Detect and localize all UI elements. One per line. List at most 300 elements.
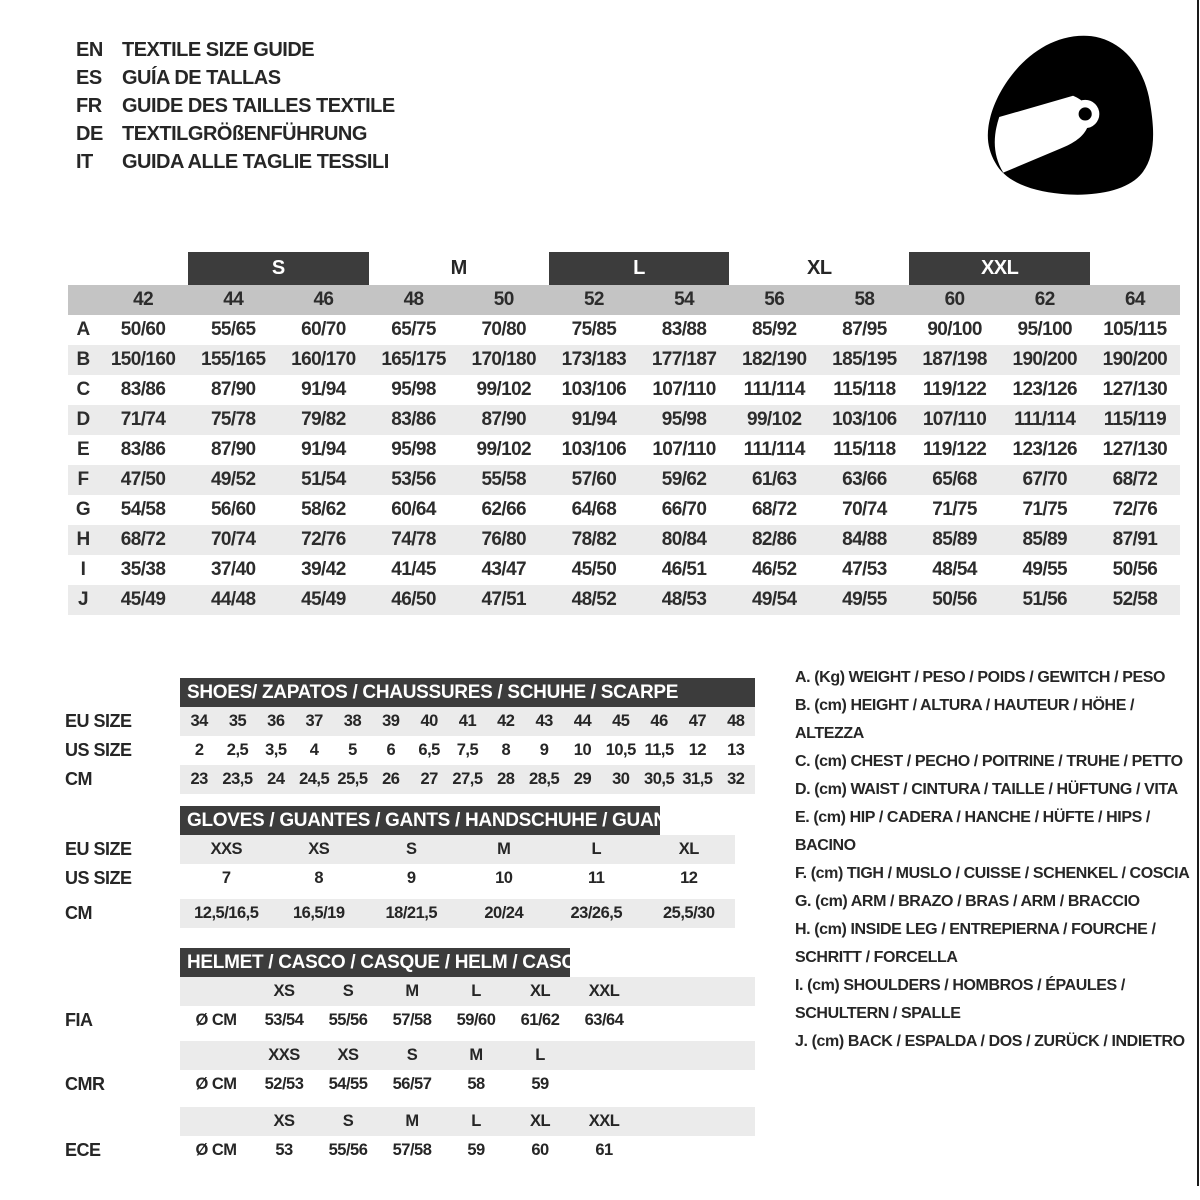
size-value: 43/47 bbox=[481, 559, 527, 580]
size-cell: 26 bbox=[382, 770, 400, 788]
row-values bbox=[180, 977, 755, 1006]
measurement-rows bbox=[68, 315, 1180, 615]
row-values bbox=[180, 736, 755, 765]
size-cell: 27 bbox=[420, 770, 438, 788]
gloves-rows bbox=[65, 835, 735, 928]
numeric-size-header-row bbox=[68, 285, 1180, 315]
row-label: B bbox=[76, 349, 90, 370]
size-cell: 6 bbox=[386, 741, 396, 759]
size-value: 71/74 bbox=[120, 409, 166, 430]
guide-title: TEXTILGRÖßENFÜHRUNG bbox=[122, 122, 367, 145]
gloves-section bbox=[65, 806, 735, 928]
size-value: 115/118 bbox=[833, 379, 896, 400]
size-group-xxl: XXL bbox=[909, 252, 1089, 285]
helmet-value-row bbox=[65, 1006, 755, 1035]
size-value: 52/58 bbox=[1112, 589, 1158, 610]
measure-row-i bbox=[68, 555, 1180, 585]
size-value: 119/122 bbox=[922, 439, 987, 460]
size-value: 67/70 bbox=[1022, 469, 1068, 490]
size-cell: 2 bbox=[194, 741, 204, 759]
size-value: 49/52 bbox=[210, 469, 256, 490]
unit-cell: Ø CM bbox=[195, 1141, 237, 1159]
size-cell: 39 bbox=[382, 712, 400, 730]
column-header: 42 bbox=[133, 289, 154, 310]
size-value: 95/98 bbox=[661, 409, 707, 430]
size-cell: 43 bbox=[535, 712, 553, 730]
size-value: 61/63 bbox=[751, 469, 797, 490]
size-cell: 25,5 bbox=[337, 770, 368, 788]
gloves-section-title: GLOVES / GUANTES / GANTS / HANDSCHUHE / GUANTI bbox=[180, 806, 660, 835]
size-cell: 55/56 bbox=[328, 1141, 368, 1159]
size-value: 190/200 bbox=[1012, 349, 1077, 370]
row-values bbox=[180, 864, 735, 893]
legend-item: G. (cm) ARM / BRAZO / BRAS / ARM / BRACCIO bbox=[795, 893, 1140, 910]
size-value: 87/91 bbox=[1112, 529, 1158, 550]
size-cell: XXL bbox=[588, 1112, 620, 1130]
size-cell: 29 bbox=[573, 770, 592, 788]
language-code: ES bbox=[76, 66, 102, 89]
size-cell: 8 bbox=[314, 869, 324, 887]
size-value: 170/180 bbox=[471, 349, 536, 370]
size-value: 187/198 bbox=[922, 349, 987, 370]
measurement-legend bbox=[795, 664, 1198, 1056]
size-value: 91/94 bbox=[571, 409, 617, 430]
size-cell: 13 bbox=[727, 741, 745, 759]
size-value: 91/94 bbox=[301, 439, 346, 460]
row-label: D bbox=[76, 409, 90, 430]
size-cell: M bbox=[469, 1046, 483, 1064]
language-row bbox=[76, 120, 395, 148]
helmet-size-row bbox=[65, 1107, 755, 1136]
size-value: 56/60 bbox=[210, 499, 256, 520]
helmet-value-row bbox=[65, 1070, 755, 1099]
row-values bbox=[180, 1136, 755, 1165]
size-value: 107/110 bbox=[652, 439, 716, 460]
size-cell: 59 bbox=[531, 1075, 549, 1093]
row-label: A bbox=[76, 319, 90, 340]
size-cell: 2,5 bbox=[226, 741, 249, 759]
size-cell: 42 bbox=[497, 712, 515, 730]
size-value: 72/76 bbox=[1112, 499, 1158, 520]
size-value: 70/74 bbox=[210, 529, 256, 550]
row-label: F bbox=[77, 469, 89, 490]
size-cell: S bbox=[406, 1046, 418, 1064]
size-value: 35/38 bbox=[120, 559, 166, 580]
language-code: FR bbox=[76, 94, 102, 117]
size-value: 62/66 bbox=[481, 499, 527, 520]
size-value: 65/68 bbox=[932, 469, 977, 490]
size-cell: M bbox=[405, 982, 419, 1000]
size-value: 68/72 bbox=[120, 529, 166, 550]
unit-cell: Ø CM bbox=[195, 1075, 237, 1093]
row-label: H bbox=[76, 529, 90, 550]
size-cell: XL bbox=[529, 1112, 551, 1130]
size-cell: 32 bbox=[727, 770, 745, 788]
size-value: 55/65 bbox=[210, 319, 256, 340]
size-value: 127/130 bbox=[1102, 439, 1168, 460]
size-cell: 4 bbox=[309, 741, 319, 759]
size-value: 173/183 bbox=[561, 349, 627, 370]
size-value: 87/90 bbox=[210, 379, 256, 400]
helmet-size-row bbox=[65, 977, 755, 1006]
row-label-empty bbox=[65, 1107, 180, 1136]
size-value: 85/89 bbox=[1022, 529, 1068, 550]
size-cell: 58 bbox=[467, 1075, 485, 1093]
row-label-cmr: CMR bbox=[65, 1074, 105, 1094]
language-code: IT bbox=[76, 150, 93, 173]
size-value: 87/95 bbox=[842, 319, 887, 340]
size-value: 49/55 bbox=[842, 589, 887, 610]
size-cell: 40 bbox=[420, 712, 438, 730]
size-value: 66/70 bbox=[661, 499, 707, 520]
measure-row-j bbox=[68, 585, 1180, 615]
size-value: 48/54 bbox=[932, 559, 977, 580]
size-value: 68/72 bbox=[751, 499, 797, 520]
size-cell: L bbox=[535, 1046, 545, 1064]
size-cell: XL bbox=[678, 840, 699, 858]
measure-row-a bbox=[68, 315, 1180, 345]
size-cell: 10,5 bbox=[605, 741, 636, 759]
size-value: 90/100 bbox=[927, 319, 982, 340]
size-cell: 57/58 bbox=[392, 1141, 432, 1159]
row-label-empty bbox=[65, 1041, 180, 1070]
size-value: 44/48 bbox=[210, 589, 256, 610]
right-edge-line bbox=[1197, 0, 1199, 1186]
legend-item: D. (cm) WAIST / CINTURA / TAILLE / HÜFTUNG / VITA bbox=[795, 781, 1178, 798]
legend-item: E. (cm) HIP / CADERA / HANCHE / HÜFTE / HIPS / BACINO bbox=[795, 809, 1150, 854]
guide-title: GUÍA DE TALLAS bbox=[122, 66, 281, 89]
size-cell: XS bbox=[273, 982, 295, 1000]
size-value: 103/106 bbox=[832, 409, 897, 430]
row-label-ece: ECE bbox=[65, 1140, 101, 1160]
size-row bbox=[65, 864, 735, 893]
size-cell: 54/55 bbox=[328, 1075, 368, 1093]
size-value: 85/92 bbox=[751, 319, 797, 340]
size-cell: 23 bbox=[190, 770, 208, 788]
row-values bbox=[180, 1107, 755, 1136]
corner-cell bbox=[68, 285, 98, 315]
size-cell: 3,5 bbox=[265, 741, 287, 759]
size-cell: XXS bbox=[268, 1046, 300, 1064]
row-label-us-size: US SIZE bbox=[65, 740, 132, 760]
size-value: 51/56 bbox=[1022, 589, 1068, 610]
size-cell: 44 bbox=[573, 712, 592, 730]
size-cell: M bbox=[405, 1112, 419, 1130]
size-cell: 61/62 bbox=[520, 1011, 560, 1029]
size-value: 55/58 bbox=[481, 469, 527, 490]
size-value: 95/100 bbox=[1017, 319, 1072, 340]
size-value: 177/187 bbox=[651, 349, 717, 370]
row-values bbox=[180, 765, 755, 794]
size-value: 182/190 bbox=[742, 349, 807, 370]
size-value: 95/98 bbox=[391, 379, 436, 400]
size-cell: 52/53 bbox=[264, 1075, 304, 1093]
measure-row-g bbox=[68, 495, 1180, 525]
size-cell: 63/64 bbox=[584, 1011, 624, 1029]
size-group-m: M bbox=[450, 257, 467, 279]
size-cell: XL bbox=[529, 982, 551, 1000]
size-value: 107/110 bbox=[652, 379, 716, 400]
size-value: 119/122 bbox=[922, 379, 987, 400]
row-label-empty bbox=[65, 977, 180, 1006]
column-header: 64 bbox=[1124, 289, 1145, 310]
size-cell: 8 bbox=[501, 741, 511, 759]
measure-row-h bbox=[68, 525, 1180, 555]
size-cell: 11,5 bbox=[644, 741, 674, 759]
guide-title: GUIDE DES TAILLES TEXTILE bbox=[122, 94, 395, 117]
size-value: 160/170 bbox=[291, 349, 356, 370]
size-value: 83/86 bbox=[120, 379, 166, 400]
size-value: 95/98 bbox=[391, 439, 436, 460]
size-cell: 36 bbox=[267, 712, 285, 730]
size-value: 65/75 bbox=[391, 319, 436, 340]
size-cell: XS bbox=[308, 840, 330, 858]
measure-row-b bbox=[68, 345, 1180, 375]
size-value: 46/50 bbox=[391, 589, 436, 610]
size-value: 45/49 bbox=[301, 589, 346, 610]
size-group-l: L bbox=[549, 252, 729, 285]
shoes-section-title: SHOES/ ZAPATOS / CHAUSSURES / SCHUHE / SCARPE bbox=[180, 678, 755, 707]
size-value: 165/175 bbox=[381, 349, 446, 370]
size-cell: 12 bbox=[680, 869, 698, 887]
size-cell: 5 bbox=[348, 741, 357, 759]
row-label: I bbox=[80, 559, 86, 580]
row-values bbox=[180, 899, 735, 928]
size-value: 68/72 bbox=[1112, 469, 1158, 490]
size-cell: 56/57 bbox=[392, 1075, 432, 1093]
guide-title: GUIDA ALLE TAGLIE TESSILI bbox=[122, 150, 389, 173]
column-header: 50 bbox=[493, 289, 514, 310]
size-cell: 46 bbox=[650, 712, 668, 730]
size-row bbox=[65, 899, 735, 928]
size-value: 103/106 bbox=[561, 379, 627, 400]
size-value: 50/56 bbox=[932, 589, 977, 610]
size-value: 37/40 bbox=[210, 559, 256, 580]
legend-item: B. (cm) HEIGHT / ALTURA / HAUTEUR / HÖHE / ALTEZZA bbox=[795, 697, 1135, 742]
size-value: 85/89 bbox=[932, 529, 977, 550]
column-header: 52 bbox=[583, 289, 604, 310]
row-label-eu-size: EU SIZE bbox=[65, 711, 132, 731]
size-value: 83/86 bbox=[120, 439, 166, 460]
size-cell: 55/56 bbox=[328, 1011, 368, 1029]
size-group-s: S bbox=[188, 252, 368, 285]
size-value: 87/90 bbox=[210, 439, 256, 460]
size-value: 60/70 bbox=[301, 319, 346, 340]
size-value: 185/195 bbox=[832, 349, 897, 370]
size-cell: XS bbox=[273, 1112, 295, 1130]
row-label: J bbox=[78, 589, 88, 610]
size-value: 54/58 bbox=[120, 499, 166, 520]
size-value: 49/54 bbox=[751, 589, 797, 610]
column-header: 60 bbox=[944, 289, 965, 310]
size-cell: 20/24 bbox=[484, 904, 524, 922]
size-group-xl: XL bbox=[807, 257, 832, 279]
row-values bbox=[180, 1070, 755, 1099]
size-cell: 41 bbox=[458, 712, 477, 730]
row-label: E bbox=[76, 439, 90, 460]
size-value: 70/74 bbox=[842, 499, 887, 520]
size-value: 78/82 bbox=[571, 529, 617, 550]
size-cell: S bbox=[405, 840, 417, 858]
size-cell: 28,5 bbox=[529, 770, 560, 788]
row-label: C bbox=[76, 379, 90, 400]
size-value: 57/60 bbox=[571, 469, 617, 490]
size-value: 48/53 bbox=[661, 589, 707, 610]
size-value: 64/68 bbox=[571, 499, 617, 520]
size-cell: 24,5 bbox=[299, 770, 330, 788]
language-code: EN bbox=[76, 38, 103, 61]
helmet-section bbox=[65, 948, 755, 1165]
size-cell: 57/58 bbox=[392, 1011, 432, 1029]
size-cell: 7,5 bbox=[456, 741, 479, 759]
measure-row-f bbox=[68, 465, 1180, 495]
language-row bbox=[76, 36, 395, 64]
size-cell: 59/60 bbox=[456, 1011, 496, 1029]
column-header: 58 bbox=[854, 289, 875, 310]
shoes-rows bbox=[65, 707, 755, 794]
size-value: 46/51 bbox=[661, 559, 707, 580]
size-cell: 53 bbox=[275, 1141, 293, 1159]
size-value: 190/200 bbox=[1102, 349, 1168, 370]
measure-row-e bbox=[68, 435, 1180, 465]
size-value: 39/42 bbox=[301, 559, 346, 580]
row-values bbox=[180, 1041, 755, 1070]
size-cell: L bbox=[591, 840, 602, 858]
size-cell: 24 bbox=[267, 770, 285, 788]
size-value: 71/75 bbox=[1022, 499, 1068, 520]
language-title-list bbox=[76, 36, 395, 176]
size-value: 41/45 bbox=[391, 559, 436, 580]
size-value: 79/82 bbox=[301, 409, 346, 430]
column-header: 44 bbox=[223, 289, 244, 310]
size-value: 103/106 bbox=[561, 439, 627, 460]
size-cell: 31,5 bbox=[682, 770, 713, 788]
size-cell: 10 bbox=[495, 869, 513, 887]
size-value: 46/52 bbox=[751, 559, 797, 580]
helmet-size-row bbox=[65, 1041, 755, 1070]
racing-helmet-icon bbox=[978, 30, 1160, 200]
size-cell: 38 bbox=[343, 712, 362, 730]
legend-item: C. (cm) CHEST / PECHO / POITRINE / TRUHE / PETTO bbox=[795, 753, 1183, 770]
size-value: 82/86 bbox=[751, 529, 797, 550]
size-value: 105/115 bbox=[1103, 319, 1167, 340]
unit-cell: Ø CM bbox=[195, 1011, 237, 1029]
size-value: 76/80 bbox=[481, 529, 527, 550]
legend-item: F. (cm) TIGH / MUSLO / CUISSE / SCHENKEL / COSCIA bbox=[795, 865, 1190, 882]
helmet-section-title: HELMET / CASCO / CASQUE / HELM / CASCO bbox=[180, 948, 570, 977]
measure-row-d bbox=[68, 405, 1180, 435]
size-cell: 47 bbox=[688, 712, 707, 730]
size-cell: 16,5/19 bbox=[292, 904, 345, 922]
size-value: 111/114 bbox=[1014, 409, 1076, 430]
size-value: 83/86 bbox=[391, 409, 436, 430]
helmet-value-row bbox=[65, 1136, 755, 1165]
size-cell: 12,5/16,5 bbox=[194, 904, 259, 922]
size-value: 123/126 bbox=[1012, 439, 1077, 460]
size-value: 74/78 bbox=[391, 529, 436, 550]
size-row bbox=[65, 835, 735, 864]
size-value: 99/102 bbox=[476, 379, 531, 400]
row-label-us-size: US SIZE bbox=[65, 868, 132, 888]
legend-item: J. (cm) BACK / ESPALDA / DOS / ZURÜCK / INDIETRO bbox=[795, 1033, 1185, 1050]
size-cell: 30,5 bbox=[644, 770, 675, 788]
size-cell: L bbox=[471, 982, 481, 1000]
textile-size-table bbox=[68, 252, 1180, 615]
size-cell: 7 bbox=[221, 869, 231, 887]
size-value: 45/50 bbox=[571, 559, 617, 580]
row-label-eu-size: EU SIZE bbox=[65, 839, 132, 859]
size-value: 71/75 bbox=[932, 499, 977, 520]
size-cell: 59 bbox=[467, 1141, 485, 1159]
size-cell: 18/21,5 bbox=[385, 904, 438, 922]
size-value: 53/56 bbox=[391, 469, 436, 490]
size-value: 115/118 bbox=[833, 439, 896, 460]
size-value: 150/160 bbox=[110, 349, 176, 370]
size-cell: 37 bbox=[305, 712, 323, 730]
size-cell: 9 bbox=[406, 869, 416, 887]
size-value: 50/56 bbox=[1112, 559, 1158, 580]
size-cell: 61 bbox=[595, 1141, 613, 1159]
size-cell: 6,5 bbox=[418, 741, 440, 759]
row-values bbox=[180, 1006, 755, 1035]
size-value: 91/94 bbox=[301, 379, 346, 400]
size-value: 75/85 bbox=[571, 319, 617, 340]
size-cell: 9 bbox=[539, 741, 549, 759]
size-value: 59/62 bbox=[661, 469, 707, 490]
size-cell: XS bbox=[337, 1046, 359, 1064]
language-row bbox=[76, 92, 395, 120]
size-value: 99/102 bbox=[476, 439, 531, 460]
column-header: 46 bbox=[313, 289, 334, 310]
measure-row-c bbox=[68, 375, 1180, 405]
row-label-fia: FIA bbox=[65, 1010, 93, 1030]
size-value: 48/52 bbox=[571, 589, 617, 610]
size-value: 47/50 bbox=[120, 469, 166, 490]
row-label: G bbox=[75, 499, 91, 520]
shoes-section bbox=[65, 678, 755, 794]
helmet-rows bbox=[65, 977, 755, 1165]
size-cell: L bbox=[471, 1112, 481, 1130]
size-value: 80/84 bbox=[661, 529, 707, 550]
size-cell: 60 bbox=[531, 1141, 549, 1159]
size-cell: 28 bbox=[497, 770, 515, 788]
size-row bbox=[65, 707, 755, 736]
size-value: 111/114 bbox=[743, 379, 805, 400]
size-cell: 35 bbox=[228, 712, 247, 730]
guide-title: TEXTILE SIZE GUIDE bbox=[122, 38, 315, 61]
size-value: 84/88 bbox=[842, 529, 887, 550]
size-cell: 45 bbox=[612, 712, 630, 730]
size-cell: 27,5 bbox=[452, 770, 483, 788]
row-values bbox=[180, 835, 735, 864]
size-value: 72/76 bbox=[301, 529, 346, 550]
row-label-cm: CM bbox=[65, 769, 92, 789]
size-group-row bbox=[68, 252, 1180, 285]
legend-item: I. (cm) SHOULDERS / HOMBROS / ÉPAULES / SCHULTERN / SPALLE bbox=[795, 977, 1125, 1022]
size-value: 50/60 bbox=[120, 319, 166, 340]
legend-item: A. (Kg) WEIGHT / PESO / POIDS / GEWITCH / PESO bbox=[795, 669, 1166, 686]
size-cell: 34 bbox=[190, 712, 208, 730]
column-header: 48 bbox=[403, 289, 424, 310]
size-cell: 11 bbox=[588, 869, 605, 887]
size-value: 49/55 bbox=[1022, 559, 1068, 580]
size-value: 58/62 bbox=[301, 499, 346, 520]
size-value: 60/64 bbox=[391, 499, 436, 520]
size-cell: M bbox=[497, 840, 511, 858]
legend-item: H. (cm) INSIDE LEG / ENTREPIERNA / FOURCHE / SCHRITT / FORCELLA bbox=[795, 921, 1156, 966]
size-value: 70/80 bbox=[481, 319, 527, 340]
size-value: 51/54 bbox=[301, 469, 346, 490]
